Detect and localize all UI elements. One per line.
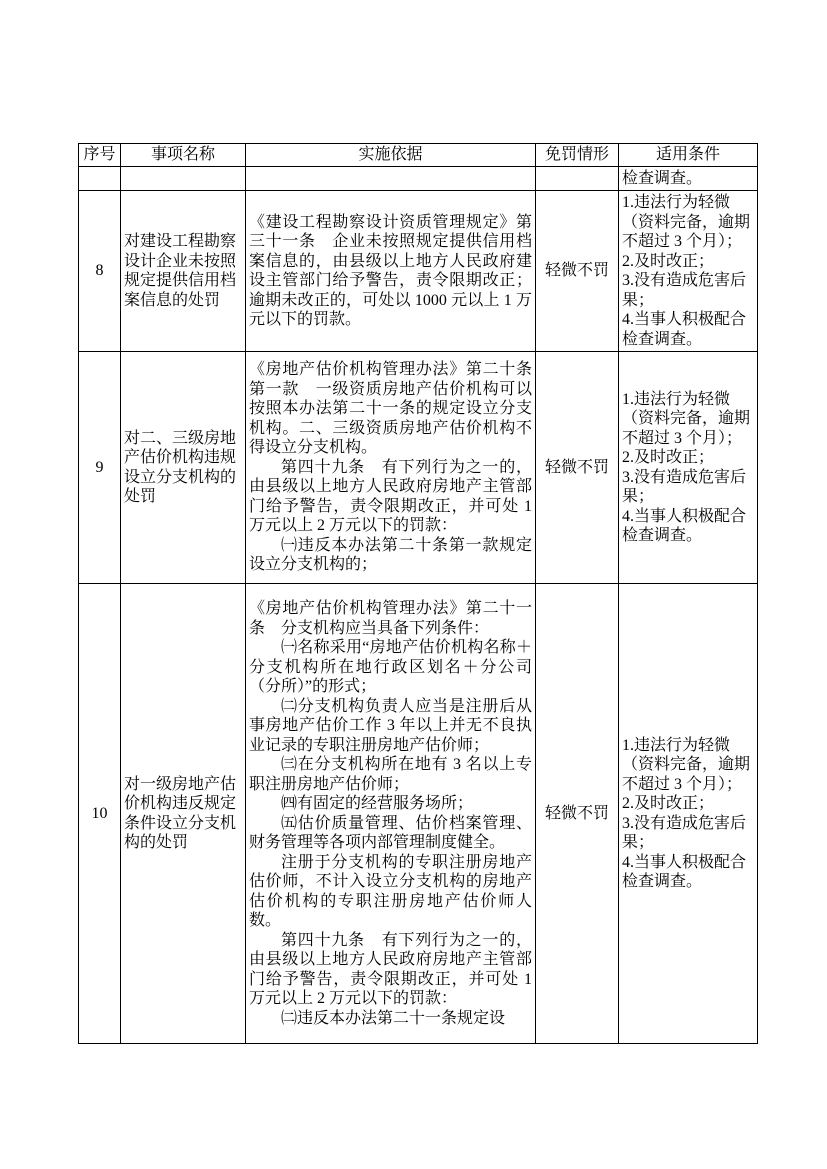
condition-line: 1.违法行为轻微（资料完备，逾期不超过 3 个月）； — [622, 194, 751, 250]
item-name-cell: 对一级房地产估价机构违反规定条件设立分支机构的处罚 — [121, 584, 246, 1044]
column-header: 适用条件 — [619, 144, 758, 167]
item-name-cell — [121, 167, 246, 191]
basis-paragraph: 第四十九条 有下列行为之一的，由县级以上地方人民政府房地产主管部门给予警告，责令限期改正，并可处 1 万元以上 2 万元以下的罚款： — [249, 458, 532, 535]
condition-line: 4.当事人积极配合检查调查。 — [622, 853, 747, 890]
condition-line: 1.违法行为轻微（资料完备，逾期不超过 3 个月）； — [622, 390, 751, 447]
condition-line: 2.及时改正； — [622, 795, 715, 812]
exemption-type-cell: 轻微不罚 — [536, 584, 619, 1044]
table-row — [79, 352, 758, 584]
basis-paragraph: 《房地产估价机构管理办法》第二十一条 分支机构应当具备下列条件： — [249, 600, 532, 637]
legal-basis-cell — [246, 167, 536, 191]
column-header: 事项名称 — [121, 144, 246, 167]
basis-paragraph: 《建设工程勘察设计资质管理规定》第三十一条 企业未按照规定提供信用档案信息的，由县级以上地方人民政府建设主管部门给予警告，责令限期改正；逾期未改正的，可处以 1000 元以上 1 万元以下的罚款。 — [249, 213, 532, 328]
column-header: 免罚情形 — [536, 144, 619, 167]
condition-line: 4.当事人积极配合检查调查。 — [622, 507, 747, 544]
table-row — [79, 191, 758, 352]
basis-paragraph: ㈡分支机构负责人应当是注册后从事房地产估价工作 3 年以上并无不良执业记录的专职注册房地产估价师； — [249, 697, 532, 754]
condition-line: 检查调查。 — [622, 169, 703, 187]
exemption-type-cell — [536, 167, 619, 191]
condition-line: 3.没有造成危害后果； — [622, 272, 747, 309]
column-header: 实施依据 — [246, 144, 536, 167]
exemption-type-cell: 轻微不罚 — [536, 191, 619, 352]
penalty-exemption-table — [78, 143, 758, 1044]
applicable-conditions-cell — [619, 584, 758, 1044]
basis-paragraph: ㈠名称采用“房地产估价机构名称＋分支机构所在地行政区划名＋分公司（分所）”的形式； — [249, 639, 532, 695]
table-row — [79, 584, 758, 1044]
applicable-conditions-cell — [619, 191, 758, 352]
applicable-conditions-cell — [619, 167, 758, 191]
basis-paragraph: ㈤估价质量管理、估价档案管理、财务管理等各项内部管理制度健全。 — [249, 814, 532, 851]
exemption-type-cell: 轻微不罚 — [536, 352, 619, 584]
basis-paragraph: 注册于分支机构的专职注册房地产估价师，不计入设立分支机构的房地产估价机构的专职注册房地产估价师人数。 — [249, 853, 532, 929]
basis-paragraph: ㈡违反本办法第二十一条规定设 — [281, 1009, 506, 1027]
condition-line: 4.当事人积极配合检查调查。 — [622, 311, 747, 348]
legal-basis-cell — [246, 191, 536, 352]
seq-cell: 8 — [79, 191, 121, 352]
seq-cell: 10 — [79, 584, 121, 1044]
basis-paragraph: ㈣有固定的经营服务场所； — [281, 795, 474, 812]
table-header-row — [79, 144, 758, 167]
condition-line: 2.及时改正； — [622, 449, 715, 466]
seq-cell: 9 — [79, 352, 121, 584]
item-name-cell: 对二、三级房地产估价机构违规设立分支机构的处罚 — [121, 352, 246, 584]
basis-paragraph: 《房地产估价机构管理办法》第二十条第一款 一级资质房地产估价机构可以按照本办法第二十一条的规定设立分支机构。二、三级资质房地产估价机构不得设立分支机构。 — [249, 361, 532, 457]
basis-paragraph: ㈢在分支机构所在地有 3 名以上专职注册房地产估价师； — [249, 756, 532, 793]
applicable-conditions-cell — [619, 352, 758, 584]
condition-line: 3.没有造成危害后果； — [622, 468, 747, 505]
basis-paragraph: ㈠违反本办法第二十条第一款规定设立分支机构的； — [249, 536, 532, 574]
condition-line: 1.违法行为轻微（资料完备，逾期不超过 3 个月）； — [622, 736, 751, 793]
item-name-cell: 对建设工程勘察设计企业未按照规定提供信用档案信息的处罚 — [121, 191, 246, 352]
legal-basis-cell — [246, 584, 536, 1044]
column-header: 序号 — [79, 144, 121, 167]
legal-basis-cell — [246, 352, 536, 584]
seq-cell — [79, 167, 121, 191]
table-row — [79, 167, 758, 191]
table-body — [79, 167, 758, 1044]
condition-line: 3.没有造成危害后果； — [622, 814, 747, 851]
basis-paragraph: 第四十九条 有下列行为之一的，由县级以上地方人民政府房地产主管部门给予警告，责令限期改正，并可处 1 万元以上 2 万元以下的罚款： — [249, 931, 532, 1007]
condition-line: 2.及时改正； — [622, 252, 715, 270]
